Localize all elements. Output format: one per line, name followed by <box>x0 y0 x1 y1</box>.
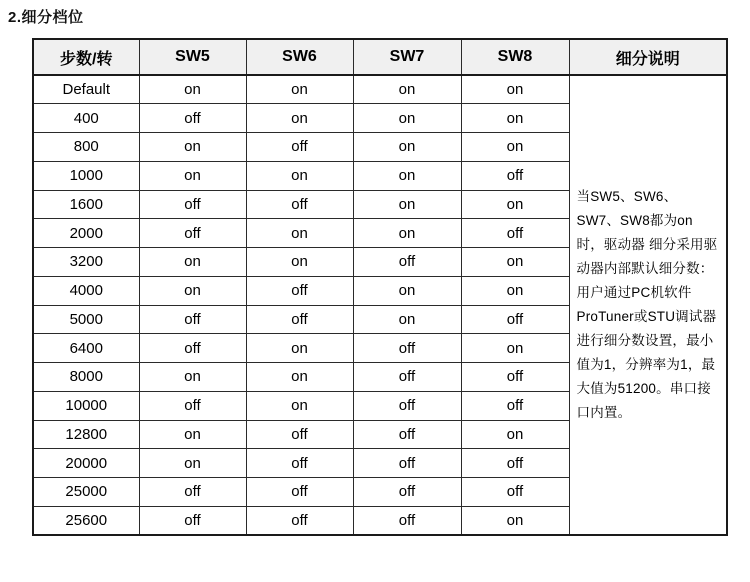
sw8-cell: on <box>461 276 569 305</box>
steps-cell: 10000 <box>33 391 139 420</box>
sw8-cell: on <box>461 104 569 133</box>
sw8-cell: off <box>461 305 569 334</box>
description-cell: 当SW5、SW6、SW7、SW8都为on时，驱动器 细分采用驱动器内部默认细分数：用户通过PC机软件ProTuner或STU调试器进行细分数设置，最小值为1，分辨率为1，最大值为51200。串口接 口内置。 <box>569 75 727 535</box>
sw6-cell: off <box>246 190 353 219</box>
steps-cell: 5000 <box>33 305 139 334</box>
sw5-cell: off <box>139 190 246 219</box>
sw6-cell: off <box>246 133 353 162</box>
steps-cell: 400 <box>33 104 139 133</box>
sw6-cell: off <box>246 449 353 478</box>
sw5-cell: off <box>139 506 246 535</box>
steps-cell: 25600 <box>33 506 139 535</box>
sw7-cell: on <box>353 276 461 305</box>
sw8-cell: on <box>461 334 569 363</box>
sw8-cell: off <box>461 219 569 248</box>
sw5-cell: off <box>139 104 246 133</box>
sw8-cell: off <box>461 391 569 420</box>
sw7-cell: on <box>353 305 461 334</box>
sw8-cell: off <box>461 161 569 190</box>
steps-cell: Default <box>33 75 139 104</box>
col-header-description: 细分说明 <box>569 39 727 75</box>
sw6-cell: off <box>246 420 353 449</box>
col-header-sw8: SW8 <box>461 39 569 75</box>
sw6-cell: off <box>246 305 353 334</box>
sw6-cell: on <box>246 219 353 248</box>
steps-cell: 1600 <box>33 190 139 219</box>
table-header-row <box>33 39 727 75</box>
sw5-cell: on <box>139 161 246 190</box>
sw7-cell: off <box>353 334 461 363</box>
steps-cell: 25000 <box>33 478 139 507</box>
col-header-sw7: SW7 <box>353 39 461 75</box>
steps-cell: 8000 <box>33 363 139 392</box>
steps-cell: 1000 <box>33 161 139 190</box>
steps-cell: 2000 <box>33 219 139 248</box>
sw6-cell: on <box>246 161 353 190</box>
sw5-cell: off <box>139 219 246 248</box>
sw5-cell: off <box>139 305 246 334</box>
steps-cell: 20000 <box>33 449 139 478</box>
sw6-cell: on <box>246 248 353 277</box>
sw7-cell: on <box>353 161 461 190</box>
steps-cell: 12800 <box>33 420 139 449</box>
page-title: 2.细分档位 <box>8 9 84 26</box>
sw6-cell: on <box>246 75 353 104</box>
steps-cell: 4000 <box>33 276 139 305</box>
sw5-cell: on <box>139 248 246 277</box>
steps-cell: 800 <box>33 133 139 162</box>
steps-cell: 6400 <box>33 334 139 363</box>
sw5-cell: on <box>139 133 246 162</box>
sw6-cell: on <box>246 363 353 392</box>
sw7-cell: on <box>353 75 461 104</box>
sw6-cell: on <box>246 104 353 133</box>
col-header-sw5: SW5 <box>139 39 246 75</box>
sw5-cell: off <box>139 478 246 507</box>
sw6-cell: on <box>246 391 353 420</box>
sw5-cell: off <box>139 334 246 363</box>
sw7-cell: on <box>353 133 461 162</box>
sw7-cell: off <box>353 363 461 392</box>
sw8-cell: off <box>461 449 569 478</box>
sw6-cell: off <box>246 276 353 305</box>
sw5-cell: off <box>139 391 246 420</box>
sw6-cell: on <box>246 334 353 363</box>
sw5-cell: on <box>139 276 246 305</box>
sw8-cell: on <box>461 133 569 162</box>
table-row <box>33 75 727 104</box>
sw5-cell: on <box>139 449 246 478</box>
sw7-cell: off <box>353 506 461 535</box>
sw5-cell: on <box>139 420 246 449</box>
sw7-cell: off <box>353 478 461 507</box>
sw5-cell: on <box>139 363 246 392</box>
sw7-cell: on <box>353 219 461 248</box>
sw5-cell: on <box>139 75 246 104</box>
sw8-cell: off <box>461 363 569 392</box>
sw8-cell: on <box>461 75 569 104</box>
col-header-sw6: SW6 <box>246 39 353 75</box>
table-body <box>33 75 727 535</box>
sw7-cell: off <box>353 449 461 478</box>
sw6-cell: off <box>246 478 353 507</box>
sw7-cell: on <box>353 190 461 219</box>
sw8-cell: off <box>461 478 569 507</box>
sw7-cell: on <box>353 104 461 133</box>
sw8-cell: on <box>461 420 569 449</box>
sw8-cell: on <box>461 506 569 535</box>
sw7-cell: off <box>353 391 461 420</box>
sw7-cell: off <box>353 420 461 449</box>
sw6-cell: off <box>246 506 353 535</box>
col-header-steps: 步数/转 <box>33 39 139 75</box>
sw8-cell: on <box>461 190 569 219</box>
steps-cell: 3200 <box>33 248 139 277</box>
sw7-cell: off <box>353 248 461 277</box>
microstep-table <box>32 38 728 536</box>
sw8-cell: on <box>461 248 569 277</box>
